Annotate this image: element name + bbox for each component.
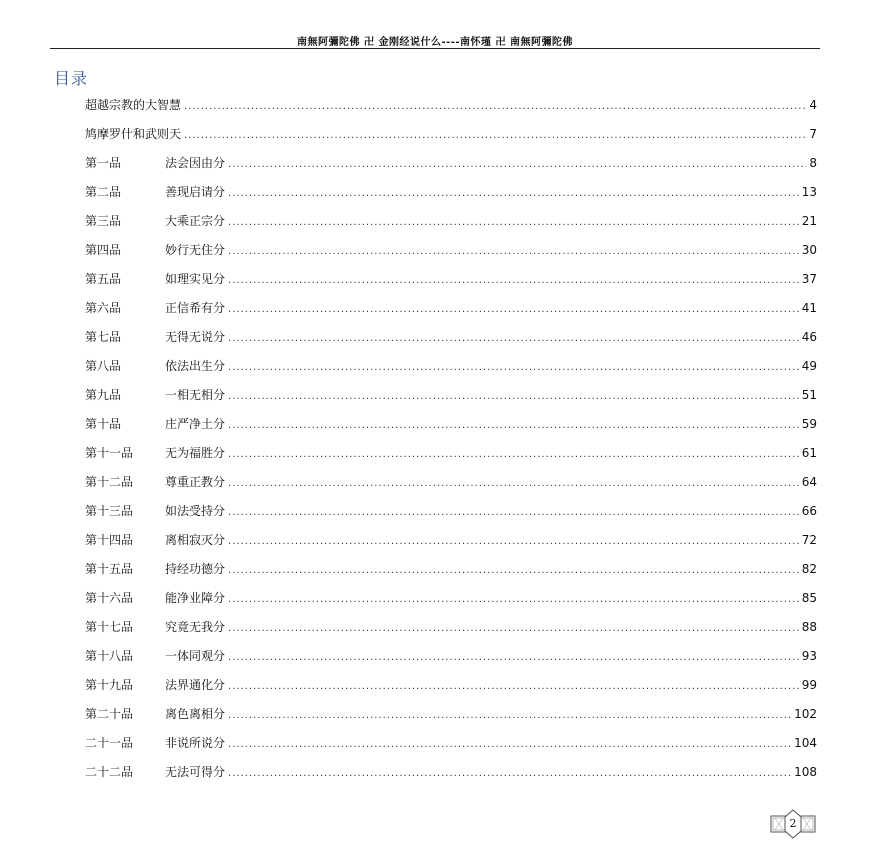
toc-entry-leader	[228, 647, 799, 669]
toc-entry-chapter: 第七品	[85, 330, 122, 344]
toc-entry-page: 93	[801, 649, 817, 663]
toc-entry-leader	[184, 96, 806, 118]
toc-entry-page: 66	[801, 504, 817, 518]
toc-entry-chapter: 第二十品	[85, 707, 134, 721]
toc-entry-page: 72	[801, 533, 817, 547]
toc-entry-title: 超越宗教的大智慧	[85, 98, 182, 112]
toc-entry-leader	[228, 299, 799, 321]
toc-entry-leader	[228, 415, 799, 437]
toc-entry[interactable]	[85, 94, 817, 123]
toc-entry[interactable]	[85, 210, 817, 239]
toc-entry[interactable]	[85, 645, 817, 674]
toc-entry[interactable]	[85, 703, 817, 732]
toc-entry-page: 85	[801, 591, 817, 605]
toc-entry[interactable]	[85, 384, 817, 413]
toc-entry-title: 妙行无住分	[165, 243, 226, 257]
toc-entry-page: 41	[801, 301, 817, 315]
toc-entry-page: 51	[801, 388, 817, 402]
toc-entry-title: 能净业障分	[165, 591, 226, 605]
toc-entry-chapter: 第三品	[85, 214, 122, 228]
toc-entry[interactable]	[85, 239, 817, 268]
toc-entry-title: 非说所说分	[165, 736, 226, 750]
toc-entry[interactable]	[85, 529, 817, 558]
toc-entry-page: 8	[809, 156, 817, 170]
toc-entry-title: 如理实见分	[165, 272, 226, 286]
toc-entry-chapter: 第十六品	[85, 591, 134, 605]
toc-entry-title: 离色离相分	[165, 707, 226, 721]
toc-entry-title: 善现启请分	[165, 185, 226, 199]
toc-entry-title: 鸠摩罗什和武则天	[85, 127, 182, 141]
toc-entry-title: 一体同观分	[165, 649, 226, 663]
toc-entry-page: 49	[801, 359, 817, 373]
toc-entry-page: 21	[801, 214, 817, 228]
toc-entry-title: 持经功德分	[165, 562, 226, 576]
toc-entry-page: 37	[801, 272, 817, 286]
toc-entry-title: 无法可得分	[165, 765, 226, 779]
running-header: 南無阿彌陀佛 卍 金刚经说什么----南怀瑾 卍 南無阿彌陀佛	[296, 37, 574, 48]
toc-entry[interactable]	[85, 152, 817, 181]
toc-entry-leader	[184, 125, 806, 147]
toc-entry-leader	[228, 212, 799, 234]
toc-entry-leader	[228, 473, 799, 495]
toc-entry-leader	[228, 386, 799, 408]
toc-entry-title: 尊重正教分	[165, 475, 226, 489]
toc-entry[interactable]	[85, 761, 817, 790]
toc-entry-page: 7	[809, 127, 817, 141]
toc-list	[85, 94, 817, 790]
toc-entry-title: 法会因由分	[165, 156, 226, 170]
toc-entry-title: 正信希有分	[165, 301, 226, 315]
toc-entry[interactable]	[85, 674, 817, 703]
toc-entry-leader	[228, 560, 799, 582]
toc-entry-chapter: 第四品	[85, 243, 122, 257]
toc-entry-page: 99	[801, 678, 817, 692]
toc-entry[interactable]	[85, 123, 817, 152]
toc-entry-chapter: 第十三品	[85, 504, 134, 518]
toc-entry-chapter: 第十七品	[85, 620, 134, 634]
toc-entry-leader	[228, 328, 799, 350]
toc-entry-chapter: 第十四品	[85, 533, 134, 547]
toc-entry-chapter: 第十品	[85, 417, 122, 431]
toc-entry-chapter: 第十九品	[85, 678, 134, 692]
toc-entry[interactable]	[85, 471, 817, 500]
toc-entry-title: 离相寂灭分	[165, 533, 226, 547]
toc-entry-page: 108	[794, 765, 817, 779]
toc-entry-chapter: 二十一品	[85, 736, 134, 750]
toc-entry-title: 大乘正宗分	[165, 214, 226, 228]
toc-entry-leader	[228, 589, 799, 611]
toc-entry-leader	[228, 154, 806, 176]
toc-entry-page: 64	[801, 475, 817, 489]
toc-entry-chapter: 第八品	[85, 359, 122, 373]
toc-entry-title: 如法受持分	[165, 504, 226, 518]
toc-entry-page: 61	[801, 446, 817, 460]
toc-entry-leader	[228, 618, 799, 640]
toc-entry[interactable]	[85, 413, 817, 442]
toc-entry-page: 102	[794, 707, 817, 721]
toc-entry[interactable]	[85, 500, 817, 529]
toc-entry-leader	[228, 270, 799, 292]
toc-entry[interactable]	[85, 732, 817, 761]
toc-entry[interactable]	[85, 297, 817, 326]
toc-entry-title: 究竟无我分	[165, 620, 226, 634]
toc-entry-leader	[228, 357, 799, 379]
page-number: 2	[789, 817, 797, 830]
toc-entry[interactable]	[85, 355, 817, 384]
toc-entry-title: 庄严净土分	[165, 417, 226, 431]
toc-entry-page: 13	[801, 185, 817, 199]
toc-entry-chapter: 第十二品	[85, 475, 134, 489]
toc-entry-leader	[228, 241, 799, 263]
toc-entry-leader	[228, 676, 799, 698]
toc-entry-chapter: 第一品	[85, 156, 122, 170]
toc-entry-leader	[228, 763, 791, 785]
toc-entry-chapter: 二十二品	[85, 765, 134, 779]
toc-title: 目录	[54, 69, 89, 88]
toc-entry-leader	[228, 444, 799, 466]
toc-entry[interactable]	[85, 587, 817, 616]
toc-entry-leader	[228, 705, 791, 727]
toc-entry-chapter: 第九品	[85, 388, 122, 402]
toc-entry[interactable]	[85, 326, 817, 355]
header-divider	[50, 48, 820, 49]
toc-entry-chapter: 第六品	[85, 301, 122, 315]
toc-entry-chapter: 第五品	[85, 272, 122, 286]
toc-entry[interactable]	[85, 616, 817, 645]
toc-entry-title: 依法出生分	[165, 359, 226, 373]
toc-entry[interactable]	[85, 181, 817, 210]
toc-entry[interactable]	[85, 268, 817, 297]
toc-entry[interactable]	[85, 442, 817, 471]
toc-entry-leader	[228, 734, 791, 756]
toc-entry-page: 46	[801, 330, 817, 344]
toc-entry-leader	[228, 502, 799, 524]
toc-entry-chapter: 第十八品	[85, 649, 134, 663]
toc-entry-title: 法界通化分	[165, 678, 226, 692]
toc-entry-leader	[228, 531, 799, 553]
toc-entry[interactable]	[85, 558, 817, 587]
toc-entry-title: 无得无说分	[165, 330, 226, 344]
toc-entry-chapter: 第二品	[85, 185, 122, 199]
toc-entry-page: 30	[801, 243, 817, 257]
toc-entry-chapter: 第十五品	[85, 562, 134, 576]
toc-entry-chapter: 第十一品	[85, 446, 134, 460]
page-number-badge	[770, 809, 816, 839]
toc-entry-title: 无为福胜分	[165, 446, 226, 460]
toc-entry-page: 104	[794, 736, 817, 750]
toc-entry-page: 88	[801, 620, 817, 634]
toc-entry-leader	[228, 183, 799, 205]
toc-entry-title: 一相无相分	[165, 388, 226, 402]
toc-entry-page: 82	[801, 562, 817, 576]
toc-entry-page: 4	[809, 98, 817, 112]
toc-entry-page: 59	[801, 417, 817, 431]
